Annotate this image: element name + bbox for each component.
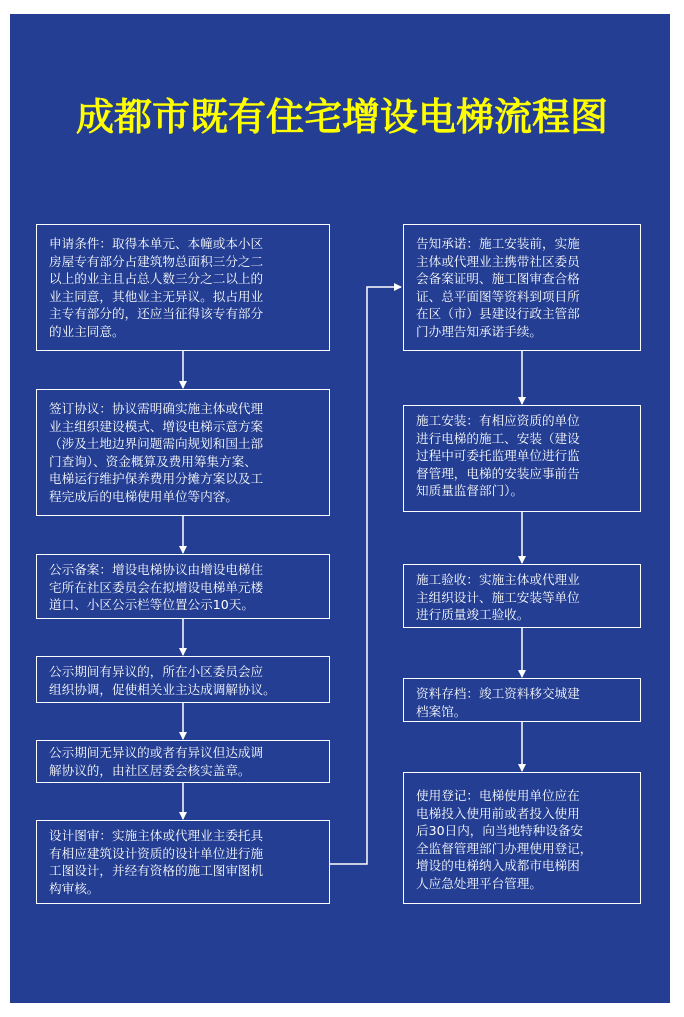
step-apply-conditions: 申请条件：取得本单元、本幢或本小区 房屋专有部分占建筑物总面积三分之二 以上的业主且占总人数三分之二以上的 业主同意，其他业主无异议。拟占用业 主专有部分的，还应当征得该专有部分 的业主同意。 — [36, 224, 330, 351]
step-sign-agreement: 签订协议：协议需明确实施主体或代理 业主组织建设模式、增设电梯示意方案 （涉及土地边界问题需向规划和国土部 门查询）、资金概算及费用筹集方案、 电梯运行维护保养费用分摊方案以及工 程完成后的电梯使用单位等内容。 — [36, 389, 330, 516]
step-use-registration: 使用登记：电梯使用单位应在 电梯投入使用前或者投入使用 后30日内，向当地特种设备安 全监督管理部门办理使用登记， 增设的电梯纳入成都市电梯困 人应急处理平台管理。 — [403, 772, 641, 904]
step-archive: 资料存档：竣工资料移交城建 档案馆。 — [403, 678, 641, 722]
step-objection-handling: 公示期间有异议的，所在小区委员会应 组织协调，促使相关业主达成调解协议。 — [36, 656, 330, 703]
step-publicity-filing: 公示备案：增设电梯协议由增设电梯住 宅所在社区委员会在拟增设电梯单元楼 道口、小区公示栏等位置公示10天。 — [36, 554, 330, 619]
step-notify-commitment: 告知承诺：施工安装前，实施 主体或代理业主携带社区委员 会备案证明、施工图审查合格 证、总平面图等资料到项目所 在区（市）县建设行政主管部 门办理告知承诺手续。 — [403, 224, 641, 351]
step-construction-install: 施工安装：有相应资质的单位 进行电梯的施工、安装（建设 过程中可委托监理单位进行监 督管理，电梯的安装应事前告 知质量监督部门）。 — [403, 405, 641, 512]
page-title: 成都市既有住宅增设电梯流程图 — [75, 95, 608, 139]
step-construction-acceptance: 施工验收：实施主体或代理业 主组织设计、施工安装等单位 进行质量竣工验收。 — [403, 564, 641, 628]
step-no-objection-stamp: 公示期间无异议的或者有异议但达成调 解协议的，由社区居委会核实盖章。 — [36, 740, 330, 783]
step-design-review: 设计图审：实施主体或代理业主委托具 有相应建筑设计资质的设计单位进行施 工图设计，并经有资格的施工图审图机 构审核。 — [36, 820, 330, 904]
arrow-design-to-notify — [330, 287, 401, 864]
